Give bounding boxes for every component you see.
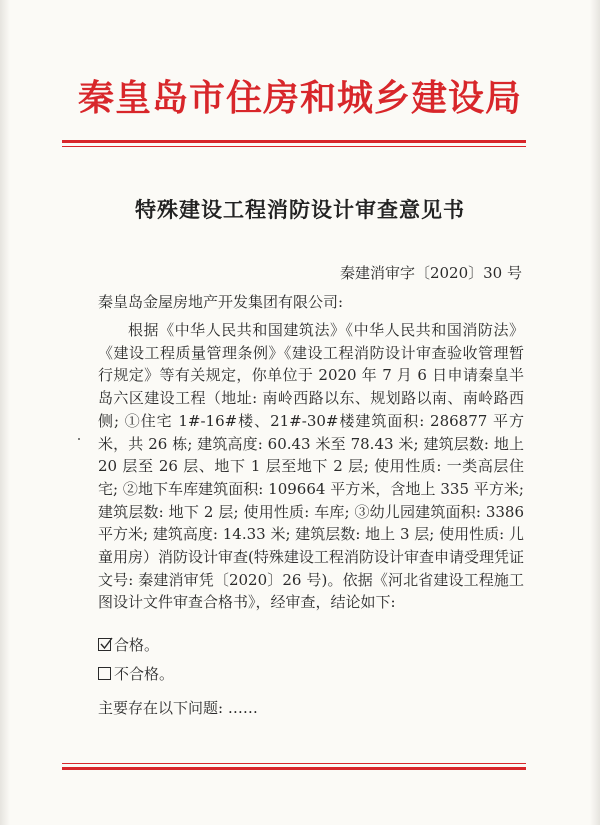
agency-letterhead: 秦皇岛市住房和城乡建设局 (77, 77, 522, 119)
document-title: 特殊建设工程消防设计审查意见书 (135, 197, 465, 222)
opinion-body: 根据《中华人民共和国建筑法》《中华人民共和国消防法》《建设工程质量管理条例》《建设工程消防设计审查验收管理暂行规定》等有关规定，你单位于 2020 年 7 月 6 日申请秦皇半岛六区建设工程（地址: 南岭西路以东、规划路以南、南岭路西侧; ①住宅 1#-16#楼、21#-30#楼建筑面积: 286877 平方米，共 26 栋; 建筑高度: 60.43 米至 78.43 米; 建筑层数: 地上 20 层至 26 层、地下 1 层至地下 2 层; 使用性质: 一类高层住宅; ②地下车库建筑面积: 109664 平方米，含地上 335 平方米; 建筑层数: 地下 2 层; 使用性质: 车库; ③幼儿园建筑面积: 3386 平方米; 建筑高度: 14.33 米; 建筑层数: 地上 3 层; 使用性质: 儿童用房）消防设计审查(特殊建设工程消防设计审查申请受理凭证文号: 秦建消审凭〔2020〕26 号)。依据《河北省建设工程施工图设计文件审查合格书》，经审查，结论如下: (98, 321, 524, 612)
scan-shadow-left (0, 0, 10, 825)
conclusion-pass (98, 634, 159, 655)
footer-rule-thin (62, 763, 526, 764)
issues-line: 主要存在以下问题: …… (98, 699, 258, 717)
unchecked-checkbox-icon (98, 667, 111, 680)
conclusion-fail (98, 663, 174, 684)
checked-checkbox-icon (98, 638, 111, 651)
pass-label: 合格。 (114, 636, 160, 654)
recipient: 秦皇岛金屋房地产开发集团有限公司: (98, 293, 344, 311)
fail-label: 不合格。 (114, 665, 175, 683)
header-rule-thin (62, 146, 526, 147)
footer-rule-thick (62, 767, 526, 770)
document-number: 秦建消审字〔2020〕30 号 (339, 264, 522, 282)
header-rule-thick (62, 140, 526, 143)
scan-speck (78, 438, 80, 440)
scan-shadow-right (590, 0, 600, 825)
